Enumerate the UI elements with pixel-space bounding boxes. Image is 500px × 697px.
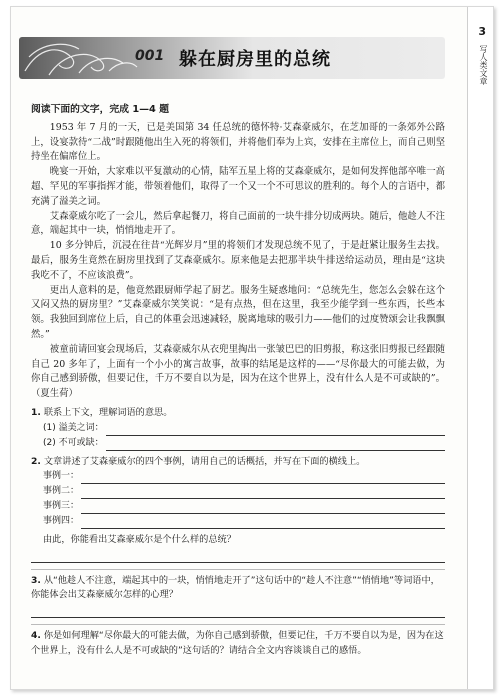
question-3-number: 3. xyxy=(31,574,41,586)
answer-line[interactable] xyxy=(106,440,445,451)
divider xyxy=(31,624,445,625)
workbook-page xyxy=(10,6,494,690)
question-2-number: 2. xyxy=(31,455,41,467)
q2-item-label: 事例二： xyxy=(43,486,80,497)
answer-line[interactable] xyxy=(106,425,445,436)
question-1-number: 1. xyxy=(31,406,41,418)
paragraph-5: 更出人意料的是，他竟然跟厨师学起了厨艺。服务生疑惑地问：“总统先生，您怎么会躲在这个又闷又热的厨房里？”艾森豪威尔笑笑说：“是有点热，但在这里，我至少能学到一些东西，长些本领。我独回到席位上后，自己的体重会迅速减轻，脱离地球的吸引力——他们的过度赞颂会让我飘飘然。” xyxy=(31,284,445,340)
question-1 xyxy=(31,406,445,421)
question-3 xyxy=(31,574,445,603)
question-4-text: 你是如何理解“尽你最大的可能去做，为你自己感到骄傲，但要记住，千万不要自以为是，因为在这个世界上，没有什么人是不可或缺的”这句话的？请结合全文内容谈谈自己的感悟。 xyxy=(31,629,444,656)
answer-line[interactable] xyxy=(81,488,445,499)
reading-instruction: 阅读下面的文字，完成 1—4 题 xyxy=(31,104,170,115)
question-3-text: 从“他趁人不注意，端起其中的一块，悄悄地走开了”这句话中的“趁人不注意”“悄悄地”等词语中，你能体会出艾森豪威尔怎样的心理？ xyxy=(31,574,440,601)
question-4 xyxy=(31,629,445,658)
q1-answer-row xyxy=(31,421,445,436)
q2-item-label: 事例一： xyxy=(43,471,80,482)
q2-answer-row xyxy=(31,469,445,484)
answer-line[interactable] xyxy=(31,603,445,618)
answer-line[interactable] xyxy=(81,503,445,514)
question-2-text: 文章讲述了艾森豪威尔的四个事例，请用自己的话概括，并写在下面的横线上。 xyxy=(43,455,366,467)
paragraph-2: 晚宴一开始，大家难以平复激动的心情，陆军五星上将的艾森豪威尔，是如何发挥他部卒唯一高超、罕见的军事指挥才能，带领着他们，取得了一个又一个不可思议的胜利的。每个人的言语中，都充满了溢美之词。 xyxy=(31,166,445,207)
question-2-follow: 由此，你能看出艾森豪威尔是个什么样的总统？ xyxy=(43,534,236,546)
paragraph-1: 1953 年 7 月的一天，已是美国第 34 任总统的德怀特·艾森豪威尔，在芝加哥的一条郊外公路上，设宴款待“二战”时跟随他出生入死的将领们，并将他们奉为上宾，安排在主席位上，而自己则坚持坐在偏席位上。 xyxy=(31,121,445,163)
q1-item-label: (1) 溢美之词： xyxy=(43,422,104,433)
q2-answer-row xyxy=(31,484,445,499)
side-strip xyxy=(467,7,493,689)
paragraph-3: 艾森豪威尔吃了一会儿，然后拿起餐刀，将自己面前的一块牛排分切成两块。随后，他趁人不注意，端起其中一块，悄悄地走开了。 xyxy=(31,210,445,237)
q2-item-label: 事例三： xyxy=(43,501,80,512)
divider xyxy=(31,569,445,570)
title-banner xyxy=(19,37,445,79)
paragraph-4: 10 多分钟后，沉浸在往昔“光辉岁月”里的将领们才发现总统不见了，于是赶紧让服务生去找。最后，服务生竟然在厨房里找到了艾森豪威尔。原来他是去把那半块牛排送给运动员，理由是“这块我吃不了，不应该浪费”。 xyxy=(31,240,445,281)
q2-answer-row xyxy=(31,514,445,529)
main-content xyxy=(31,103,445,658)
answer-line[interactable] xyxy=(81,473,445,484)
question-4-number: 4. xyxy=(31,629,41,641)
q2-item-label: 事例四： xyxy=(43,516,80,527)
answer-line[interactable] xyxy=(31,548,445,563)
question-2 xyxy=(31,455,445,470)
section-label: 写人类文章 xyxy=(479,45,488,85)
q2-answer-row xyxy=(31,499,445,514)
question-1-text: 联系上下文，理解词语的意思。 xyxy=(43,406,173,418)
q1-item-label: (2) 不可或缺： xyxy=(43,437,104,448)
article-title: 躲在厨房里的总统 xyxy=(179,49,331,70)
q1-answer-row xyxy=(31,436,445,451)
article-number: 001 xyxy=(135,48,165,64)
page-number: 3 xyxy=(478,25,486,38)
paragraph-6: 被童前请回宴会现场后，艾森豪威尔从衣兜里掏出一张皱巴巴的旧剪报，称这张旧剪报已经跟随自己 20 多年了，上面有一个小小的寓言故事，故事的结尾是这样的——“尽你最大的可能去做，为你自己感到骄傲，但要记住，千万不要自以为是，因为在这个世界上，没有什么人是不可或缺的”。（夏生荷） xyxy=(31,343,445,400)
answer-line[interactable] xyxy=(81,518,445,529)
